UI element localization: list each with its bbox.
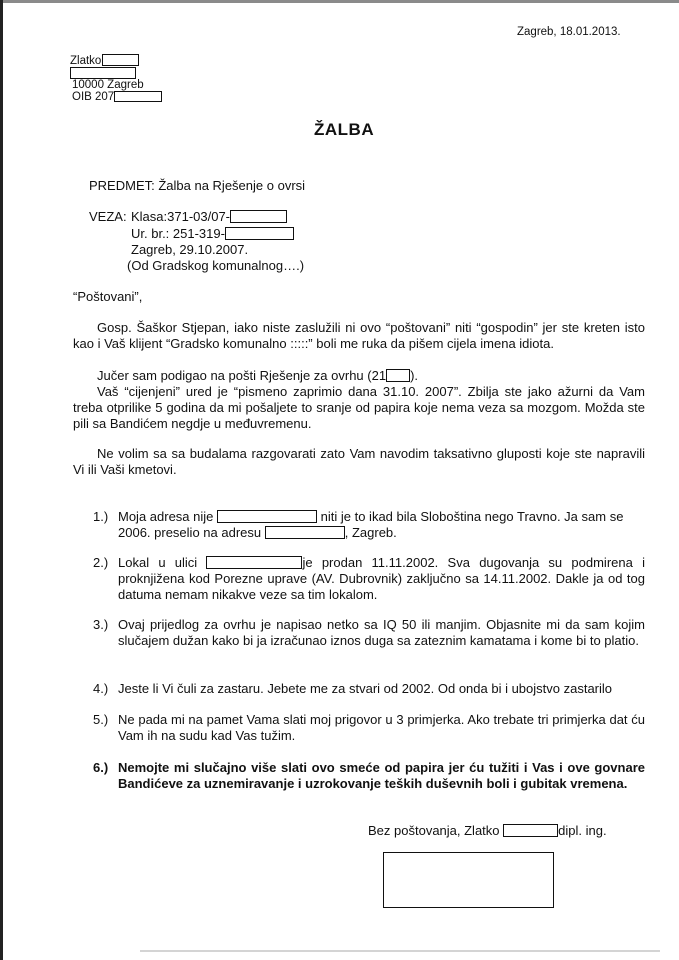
redacted-surname [102, 54, 139, 66]
list-item-number: 6.) [93, 760, 109, 775]
list-item-body: Nemojte mi slučajno više slati ovo smeće od papira jer ću tužiti i Vas i ove govnare Bandićeve za uznemiravanje i uzrokovanje teških duševnih boli i gubitak vremena. [118, 760, 645, 791]
document-title: ŽALBA [314, 120, 375, 139]
redacted-case-number [386, 369, 410, 382]
redacted-ur-br [225, 227, 294, 240]
list-item-5 [93, 712, 645, 744]
list-item-4 [93, 681, 645, 697]
redacted-street-lokal [206, 556, 302, 569]
closing-suffix: dipl. ing. [558, 823, 607, 838]
item-1-text-c: 2006. preselio na adresu [118, 525, 262, 540]
paragraph-3 [73, 446, 645, 478]
closing-line [368, 823, 607, 839]
place-date: Zagreb, 18.01.2013. [517, 26, 621, 38]
redacted-oib [114, 91, 162, 102]
redacted-signature-surname [503, 824, 558, 837]
subject-predmet: PREDMET: Žalba na Rješenje o ovrsi [89, 178, 306, 193]
item-1-text-a: Moja adresa nije [118, 509, 214, 524]
list-item-number: 4.) [93, 681, 109, 696]
paragraph-1 [73, 320, 645, 352]
list-item-number: 5.) [93, 712, 109, 727]
list-item-number: 1.) [93, 509, 109, 524]
paragraph-2-prefix: Jučer sam podigao na pošti Rješenje za ovrhu (21 [97, 368, 387, 383]
veza-klasa [131, 209, 287, 225]
list-item-number: 2.) [93, 555, 109, 570]
list-item-body [118, 555, 645, 603]
paragraph-2-suffix: ). [410, 368, 419, 383]
paragraph-2-rest: Vaš “cijenjeni” ured je “pismeno zaprimio dana 31.10. 2007”. Zbilja ste jako ažurni da Vam treba otprilike 5 godina da mi pošaljete to sranje od papira koje nema veza sa mozgom. Možda ste pili sa Bandićem negdje u međuvremenu. [73, 384, 645, 431]
item-2-line-1 [118, 555, 645, 571]
closing-prefix: Bez poštovanja, Zlatko [368, 823, 500, 838]
list-item-6 [93, 760, 645, 792]
item-1-text-d: , Zagreb. [344, 525, 397, 540]
list-item-1 [93, 509, 645, 541]
salutation: “Poštovani”, [73, 289, 143, 304]
sender-name-line [70, 54, 139, 68]
item-2-text-a: Lokal u ulici [118, 555, 198, 570]
list-item-3 [93, 617, 645, 649]
veza-from: (Od Gradskog komunalnog….) [127, 258, 305, 273]
redacted-street [70, 67, 136, 79]
sender-postal: 10000 Zagreb [72, 79, 144, 91]
list-item-number: 3.) [93, 617, 109, 632]
klasa-text: Klasa:371-03/07- [131, 209, 231, 224]
sender-first-name: Zlatko [70, 55, 102, 67]
redacted-address-2 [265, 526, 345, 539]
veza-date: Zagreb, 29.10.2007. [131, 242, 249, 257]
scan-edge-top [0, 0, 679, 3]
scan-edge-bottom [140, 950, 660, 952]
list-item-body: Jeste li Vi čuli za zastaru. Jebete me za stvari od 2002. Od onda bi i ubojstvo zastarilo [118, 681, 613, 696]
veza-ur-br [131, 226, 294, 242]
item-1-text-b: niti je to ikad bila Sloboština nego Travno. Ja sam se [320, 509, 624, 524]
item-2-text-c: proknjižena kod Porezne uprave (AV. Dubrovnik) zaključno sa 14.11.2002. Dakle ja od tog datuma nemam nikakve veze sa tim lokalom. [118, 571, 645, 602]
veza-label: VEZA: [89, 209, 127, 224]
redacted-klasa [230, 210, 287, 223]
item-2-text-b: je prodan 11.11.2002. Sva dugovanja su podmirena i [302, 555, 645, 570]
paragraph-1-text: Gosp. Šaškor Stjepan, iako niste zaslužili ni ovo “poštovani” niti “gospodin” jer ste kreten isto kao i Vaš klijent “Gradsko komunalno :::::” boli me ruka da pišem cijela imena idiota. [73, 320, 645, 351]
redacted-signature-box [383, 852, 554, 908]
list-item-2 [93, 555, 645, 603]
list-item-body [118, 509, 645, 541]
paragraph-3-text: Ne volim sa sa budalama razgovarati zato Vam navodim taksativno gluposti koje ste napravili Vi ili Vaši kmetovi. [73, 446, 645, 477]
paragraph-2-line-1 [73, 368, 645, 384]
sender-oib-line [72, 91, 162, 104]
scan-edge-left [0, 0, 3, 960]
paragraph-2 [73, 368, 645, 432]
redacted-address-1 [217, 510, 317, 523]
ur-br-text: Ur. br.: 251-319- [131, 226, 225, 241]
list-item-body: Ne pada mi na pamet Vama slati moj prigovor u 3 primjerka. Ako trebate tri primjerka dat ću Vam ih na sudu kad Vas tužim. [118, 712, 645, 743]
sender-oib-prefix: OIB 207 [72, 91, 115, 103]
list-item-body: Ovaj prijedlog za ovrhu je napisao netko sa IQ 50 ili manjim. Objasnite mi da sam kojim slučajem dužan kako bi ja izračunao iznos duga sa zateznim kamatama i kome bi to platio. [118, 617, 645, 648]
